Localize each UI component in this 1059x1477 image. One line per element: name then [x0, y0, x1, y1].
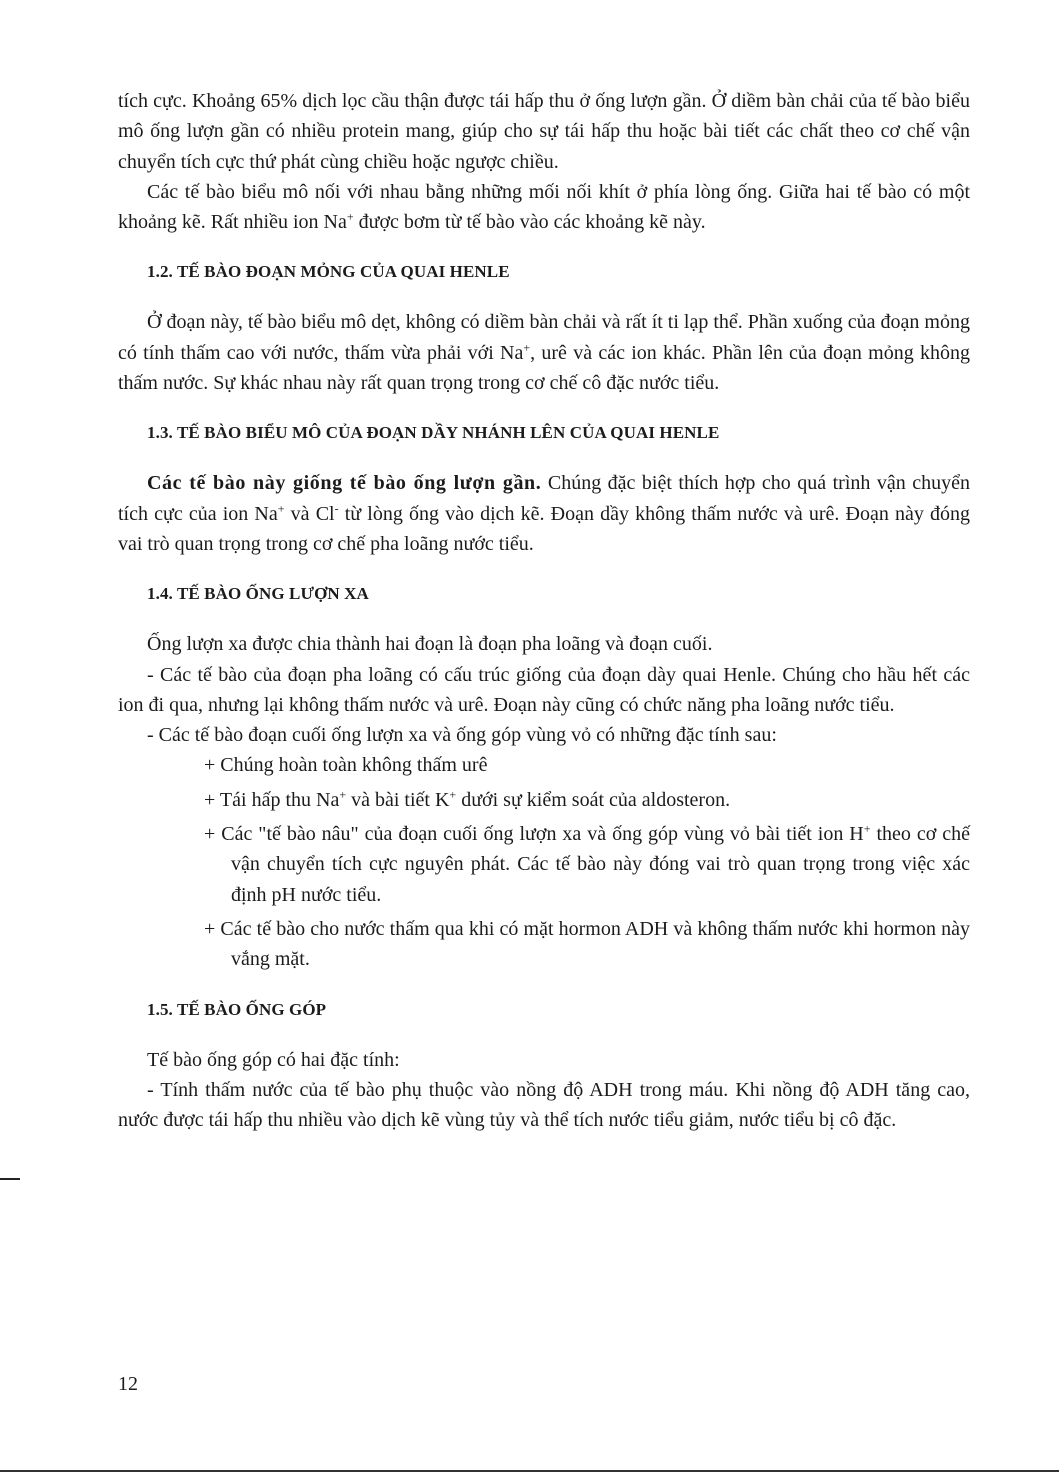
heading-1-2: 1.2. TẾ BÀO ĐOẠN MỎNG CỦA QUAI HENLE [147, 262, 510, 282]
paragraph-1-4-terminal: - Các tế bào đoạn cuối ống lượn xa và ống góp vùng vỏ có những đặc tính sau: [147, 724, 777, 747]
paragraph-1-4-dilution: - Các tế bào của đoạn pha loãng có cấu trúc giống của đoạn dày quai Henle. Chúng cho hầu hết các ion đi qua, nhưng lại không thấm nước và urê. Đoạn này cũng có chức năng pha loãng nước tiểu. [118, 663, 970, 716]
paragraph-1-5-intro: Tế bào ống góp có hai đặc tính: [147, 1048, 400, 1071]
list-item: + Tái hấp thu Na+ và bài tiết K+ dưới sự kiểm soát của aldosteron. [204, 787, 731, 811]
paragraph-intro: tích cực. Khoảng 65% dịch lọc cầu thận được tái hấp thu ở ống lượn gần. Ở diềm bàn chải của tế bào biểu mô ống lượn gần có nhiều protein mang, giúp cho sự tái hấp thu hoặc bài tiết các chất theo cơ chế vận chuyển tích cực thứ phát cùng chiều hoặc ngược chiều. [118, 90, 970, 173]
list-item: + Các tế bào cho nước thấm qua khi có mặt hormon ADH và không thấm nước khi hormon này vắng mặt. [204, 917, 970, 971]
bottom-edge-line [0, 1470, 1059, 1472]
paragraph-1-5-adh: - Tính thấm nước của tế bào phụ thuộc vào nồng độ ADH trong máu. Khi nồng độ ADH tăng cao, nước được tái hấp thu nhiều vào dịch kẽ vùng tủy và thể tích nước tiểu giảm, nước tiểu bị cô đặc. [118, 1078, 970, 1132]
paragraph-1-4-intro: Ống lượn xa được chia thành hai đoạn là đoạn pha loãng và đoạn cuối. [147, 633, 713, 656]
paragraph-1-2: Ở đoạn này, tế bào biểu mô dẹt, không có diềm bàn chải và rất ít ti lạp thể. Phần xuống của đoạn mỏng có tính thấm cao với nước, thấm vừa phải với Na+, urê và các ion khác. Phần lên của đoạn mỏng không thấm nước. Sự khác nhau này rất quan trọng trong cơ chế cô đặc nước tiểu. [118, 311, 970, 395]
list-item: + Các "tế bào nâu" của đoạn cuối ống lượn xa và ống góp vùng vỏ bài tiết ion H+ theo cơ chế vận chuyển tích cực nguyên phát. Các tế bào này đóng vai trò quan trọng trong việc xác định pH nước tiểu. [204, 821, 970, 906]
list-item: + Chúng hoàn toàn không thấm urê [204, 754, 488, 777]
paragraph-1-3: Các tế bào này giống tế bào ống lượn gần. Chúng đặc biệt thích hợp cho quá trình vận chuyển tích cực của ion Na+ và Cl- từ lòng ống vào dịch kẽ. Đoạn dầy không thấm nước và urê. Đoạn này đóng vai trò quan trọng trong cơ chế pha loãng nước tiểu. [118, 472, 970, 555]
paragraph-junction: Các tế bào biểu mô nối với nhau bằng những mối nối khít ở phía lòng ống. Giữa hai tế bào có một khoảng kẽ. Rất nhiều ion Na+ được bơm từ tế bào vào các khoảng kẽ này. [118, 180, 970, 234]
heading-1-4: 1.4. TẾ BÀO ỐNG LƯỢN XA [147, 584, 369, 604]
heading-1-3: 1.3. TẾ BÀO BIỂU MÔ CỦA ĐOẠN DẦY NHÁNH LÊN CỦA QUAI HENLE [147, 423, 720, 443]
bold-lead: Các tế bào này giống tế bào ống lượn gần. [147, 472, 542, 495]
margin-mark [0, 1178, 20, 1180]
heading-1-5: 1.5. TẾ BÀO ỐNG GÓP [147, 999, 327, 1019]
page-number: 12 [118, 1373, 138, 1395]
page-body [118, 86, 970, 1135]
